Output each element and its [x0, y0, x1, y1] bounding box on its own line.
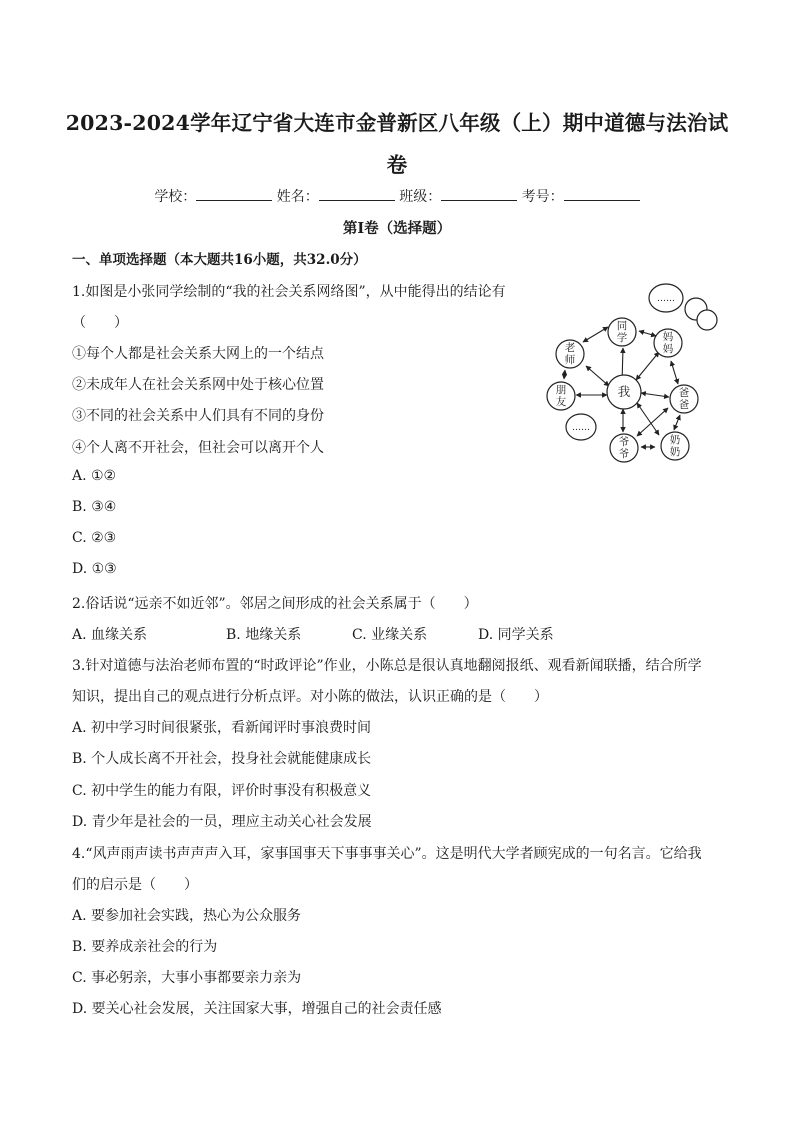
q4-stem-line-2: 们的启示是（ ）: [72, 877, 198, 893]
student-info-row: [0, 186, 794, 206]
node-pengyou-char-1: 朋: [555, 384, 567, 396]
node-laoshi-char-1: 老: [564, 342, 576, 354]
class-label: 班级：: [399, 189, 442, 205]
exam-title: [40, 102, 754, 186]
title-line-1: 2023-2024学年辽宁省大连市金普新区八年级（上）期中道德与法治试: [65, 111, 729, 135]
q2-option-c[interactable]: C. 业缘关系: [352, 627, 428, 643]
class-blank[interactable]: [441, 188, 517, 201]
school-label: 学校：: [154, 189, 197, 205]
node-me-label: 我: [617, 384, 631, 399]
q3-option-a[interactable]: A. 初中学习时间很紧张，看新闻评时事浪费时间: [72, 720, 372, 736]
exam-no-label: 考号：: [521, 189, 564, 205]
q1-statement-3: ③不同的社会关系中人们具有不同的身份: [72, 408, 324, 424]
q2-option-d[interactable]: D. 同学关系: [478, 627, 554, 643]
node-ellipsis-left-label: ……: [572, 423, 590, 433]
q1-option-b[interactable]: B. ③④: [72, 499, 117, 515]
q3-stem-line-1: 3.针对道德与法治老师布置的“时政评论”作业，小陈总是很认真地翻阅报纸、观看新闻联播，结合所学: [72, 658, 702, 674]
node-baba-char-1: 爸: [678, 387, 690, 399]
node-tongxue-char-2: 学: [616, 332, 628, 344]
node-tongxue-char-1: 同: [616, 320, 628, 332]
q2-option-b[interactable]: B. 地缘关系: [226, 627, 302, 643]
q1-stem-line-2: （ ）: [72, 315, 128, 331]
section-title: 第Ⅰ卷（选择题）: [342, 220, 452, 237]
node-yeye-char-1: 爷: [618, 436, 630, 448]
q4-option-c[interactable]: C. 事必躬亲，大事小事都要亲力亲为: [72, 970, 302, 986]
exam-no-blank[interactable]: [564, 188, 640, 201]
name-label: 姓名：: [276, 189, 319, 205]
q3-stem-line-2: 知识，提出自己的观点进行分析点评。对小陈的做法，认识正确的是（ ）: [72, 689, 548, 705]
school-blank[interactable]: [196, 188, 272, 201]
q4-option-b[interactable]: B. 要养成亲社会的行为: [72, 939, 218, 955]
q1-statement-1: ①每个人都是社会关系大网上的一个结点: [72, 346, 324, 362]
q3-option-b[interactable]: B. 个人成长离不开社会，投身社会就能健康成长: [72, 751, 372, 767]
q2-option-a[interactable]: A. 血缘关系: [72, 627, 148, 643]
title-line-2: 卷: [386, 153, 408, 177]
node-laoshi-char-2: 师: [564, 354, 576, 366]
node-baba-char-2: 爸: [678, 399, 690, 411]
node-mama-char-1: 妈: [662, 331, 674, 343]
node-nainai-char-2: 奶: [669, 446, 681, 458]
q1-option-c[interactable]: C. ②③: [72, 530, 117, 546]
node-ellipsis-top-label: ……: [657, 294, 675, 304]
node-bubble-2: [697, 310, 717, 330]
q1-option-d[interactable]: D. ①③: [72, 561, 117, 577]
q3-option-c[interactable]: C. 初中学生的能力有限，评价时事没有积极意义: [72, 783, 372, 799]
part-title: 一、单项选择题（本大题共16小题，共32.0分）: [72, 252, 367, 268]
name-blank[interactable]: [319, 188, 395, 201]
q2-stem: 2.俗话说“远亲不如近邻”。邻居之间形成的社会关系属于（ ）: [72, 596, 478, 612]
node-yeye-char-2: 爷: [618, 448, 630, 460]
q1-statement-2: ②未成年人在社会关系网中处于核心位置: [72, 377, 324, 393]
q1-stem-line-1: 1.如图是小张同学绘制的“我的社会关系网络图”，从中能得出的结论有: [72, 284, 506, 300]
node-nainai-char-1: 奶: [669, 434, 681, 446]
q4-stem-line-1: 4.“风声雨声读书声声声入耳，家事国事天下事事事关心”。这是明代大学者顾宪成的一句名言。它给我: [72, 846, 702, 862]
social-network-diagram: [540, 282, 726, 468]
q4-option-d[interactable]: D. 要关心社会发展，关注国家大事，增强自己的社会责任感: [72, 1001, 442, 1017]
q3-option-d[interactable]: D. 青少年是社会的一员，理应主动关心社会发展: [72, 814, 372, 830]
q4-option-a[interactable]: A. 要参加社会实践，热心为公众服务: [72, 908, 302, 924]
node-pengyou-char-2: 友: [555, 396, 567, 408]
q1-option-a[interactable]: A. ①②: [72, 468, 117, 484]
node-mama-char-2: 妈: [662, 343, 674, 355]
q1-statement-4: ④个人离不开社会，但社会可以离开个人: [72, 440, 324, 456]
